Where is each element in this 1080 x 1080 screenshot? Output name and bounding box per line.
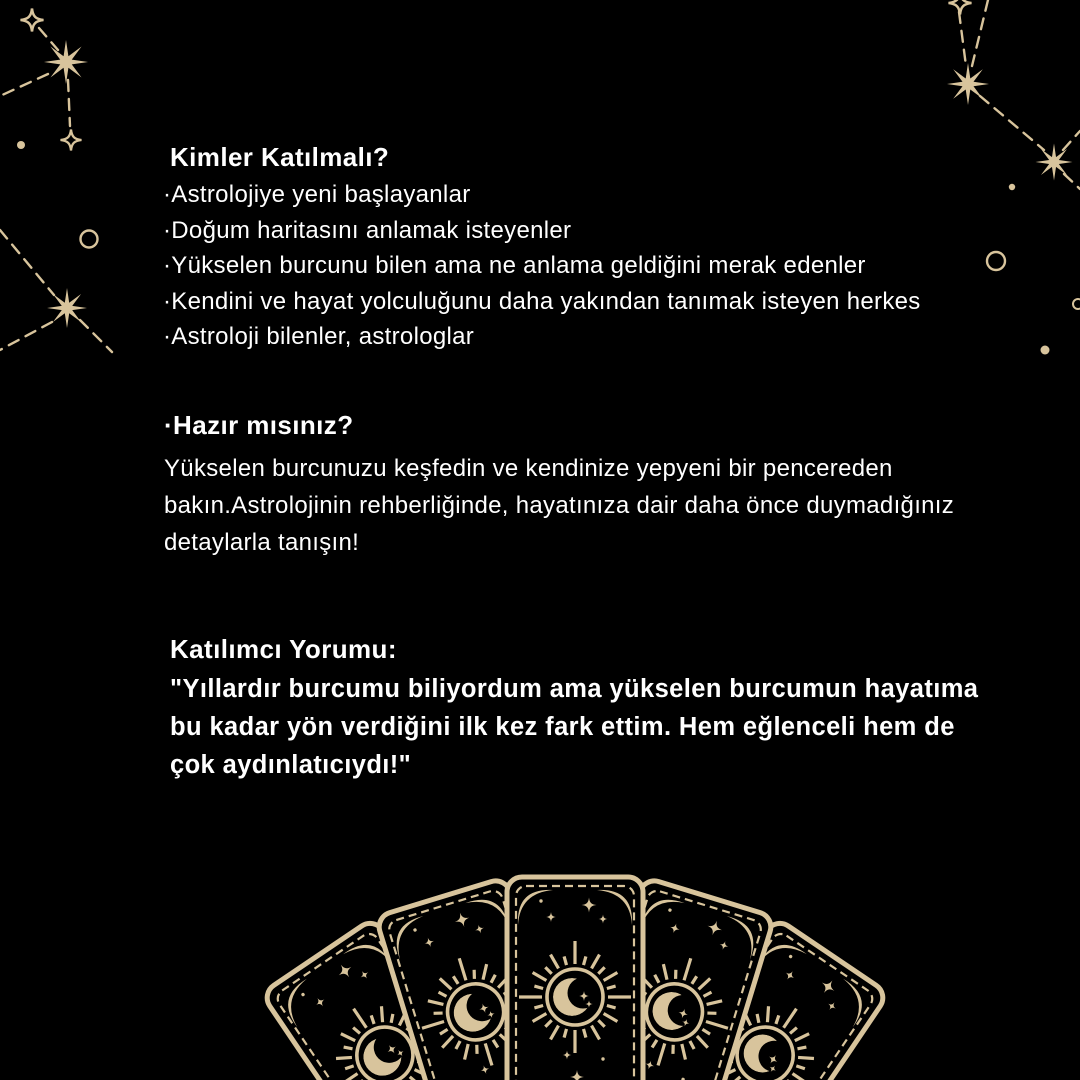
constellation-top-left-icon xyxy=(0,9,112,353)
text-line: çok aydınlatıcıydı!" xyxy=(170,751,412,779)
text-line: detaylarla tanışın! xyxy=(164,529,360,556)
testimonial-quote xyxy=(170,670,978,784)
ready-paragraph xyxy=(164,450,954,561)
text-line: "Yıllardır burcumu biliyordum ama yükselen burcumun hayatıma xyxy=(170,675,979,703)
testimonial-heading: Katılımcı Yorumu: xyxy=(170,634,397,664)
text-line: ·Astroloji bilenler, astrologlar xyxy=(163,323,475,350)
text-line: Yükselen burcunuzu keşfedin ve kendinize yepyeni bir pencereden xyxy=(164,455,893,482)
text-line: bu kadar yön verdiğini ilk kez fark ettim. Hem eğlenceli hem de xyxy=(170,713,955,741)
section-testimonial xyxy=(170,632,978,784)
constellation-top-right-icon xyxy=(947,0,1080,355)
who-heading: Kimler Katılmalı? xyxy=(170,142,390,172)
who-bullet-list xyxy=(163,177,921,355)
tarot-cards-illustration xyxy=(261,877,888,1080)
text-line: ·Doğum haritasını anlamak isteyenler xyxy=(163,216,572,244)
ready-heading: ·Hazır mısınız? xyxy=(164,410,354,440)
section-who-should-attend xyxy=(163,141,921,355)
section-ready xyxy=(164,409,954,561)
text-line: ·Astrolojiye yeni başlayanlar xyxy=(163,181,471,208)
text-line: ·Kendini ve hayat yolculuğunu daha yakından tanımak isteyen herkes xyxy=(163,287,921,315)
text-line: ·Yükselen burcunu bilen ama ne anlama geldiğini merak edenler xyxy=(163,252,866,279)
text-line: bakın.Astrolojinin rehberliğinde, hayatınıza dair daha önce duymadığınız xyxy=(164,492,955,519)
tarot-card xyxy=(507,877,643,1080)
